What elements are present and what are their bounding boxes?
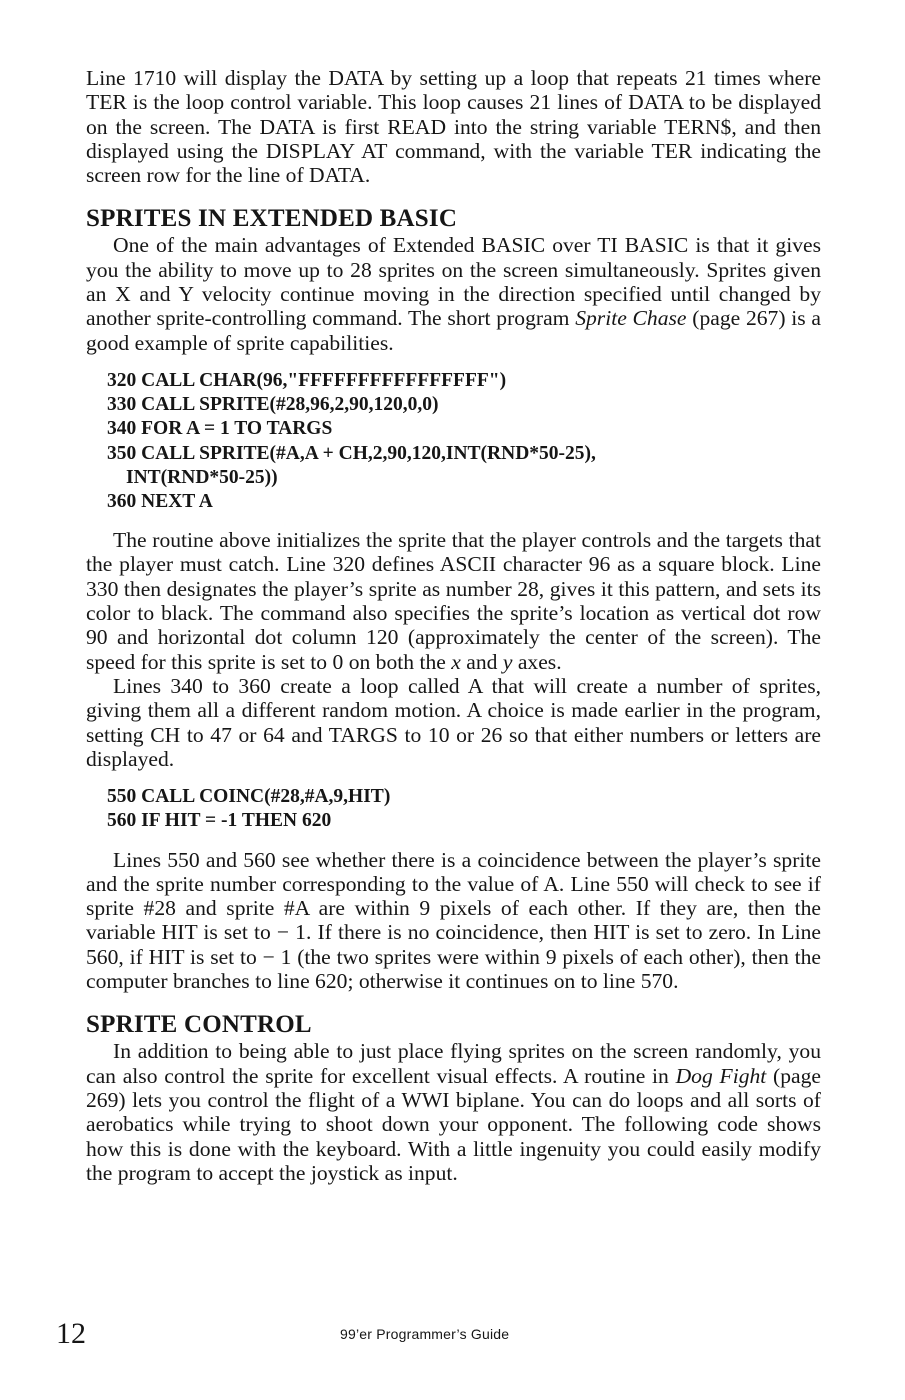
code-line: 350 CALL SPRITE(#A,A + CH,2,90,120,INT(RND*50-25), — [107, 442, 596, 464]
page-number: 12 — [56, 1317, 86, 1350]
code-line: 330 CALL SPRITE(#28,96,2,90,120,0,0) — [107, 394, 439, 416]
code-line-continuation: INT(RND*50-25)) — [126, 466, 278, 488]
routine-explanation-paragraph — [86, 528, 821, 674]
page-content — [86, 66, 821, 1185]
program-title-dog-fight: Dog Fight — [675, 1063, 767, 1088]
code-listing-sprite-setup — [107, 369, 821, 514]
text-run: One of the main advantages of Extended BASIC over TI BASIC is that it gives you the ability to move up to 28 sprites on the screen simultaneously. Sprites given an X and Y velocity continue moving in the direction specified until changed by another sprite-controlling command. The short program — [86, 233, 821, 331]
axis-x-variable: x — [451, 649, 461, 674]
code-line: 320 CALL CHAR(96,"FFFFFFFFFFFFFFFF") — [107, 369, 507, 391]
running-footer-book-title: 99’er Programmer’s Guide — [340, 1326, 510, 1342]
axis-y-variable: y — [502, 649, 513, 674]
text-run: The routine above initializes the sprite that the player controls and the targets that the player must catch. Line 320 defines ASCII character 96 as a square block. Line 330 then designates the player’s sprite as number 28, gives it this pattern, and sets its color to black. The command also specifies the sprite’s location as vertical dot row 90 and horizontal dot column 120 (approximately the center of the screen). The speed for this sprite is set to 0 on both the — [86, 528, 821, 674]
section-heading-sprite-control: SPRITE CONTROL — [86, 1011, 312, 1039]
intro-paragraph: Line 1710 will display the DATA by setting up a loop that repeats 21 times where TER is the loop control variable. This loop causes 21 lines of DATA to be displayed on the screen. The DATA is first READ into the string variable TERN$, and then displayed using the DISPLAY AT command, with the variable TER indicating the screen row for the line of DATA. — [86, 66, 821, 188]
code-line: 340 FOR A = 1 TO TARGS — [107, 418, 333, 440]
text-run: (page 269) lets you control the flight of a WWI biplane. You can do loops and all sorts of aerobatics while trying to shoot down your opponent. The following code shows how this is done with the keyboard. With a little ingenuity you could easily modify the program to accept the joystick as input. — [86, 1063, 821, 1185]
code-line: 550 CALL COINC(#28,#A,9,HIT) — [107, 786, 391, 808]
text-run: In addition to being able to just place flying sprites on the screen randomly, you can also control the sprite for excellent visual effects. A routine in — [86, 1039, 821, 1088]
code-listing-coincidence — [107, 785, 821, 833]
sprites-intro-paragraph — [86, 233, 821, 354]
text-run: (page 267) is a good example of sprite capabilities. — [86, 306, 822, 355]
code-line: 360 NEXT A — [107, 490, 213, 512]
section-heading-sprites-extended-basic: SPRITES IN EXTENDED BASIC — [86, 205, 458, 233]
sprite-control-paragraph — [86, 1039, 821, 1185]
text-run: axes. — [512, 649, 562, 674]
program-title-sprite-chase: Sprite Chase — [575, 306, 687, 331]
loop-explanation-paragraph: Lines 340 to 360 create a loop called A that will create a number of sprites, giving them all a different random motion. A choice is made earlier in the program, setting CH to 47 or 64 and TARGS to 10 or 26 so that either numbers or letters are displayed. — [86, 673, 821, 771]
coincidence-explanation-paragraph: Lines 550 and 560 see whether there is a coincidence between the player’s sprite and the sprite number corresponding to the value of A. Line 550 will check to see if sprite #28 and sprite #A are within 9 pixels of each other. If they are, then the variable HIT is set to − 1. If there is no coincidence, then HIT is set to zero. In Line 560, if HIT is set to − 1 (the two sprites were within 9 pixels of each other), then the computer branches to line 620; otherwise it continues on to line 570. — [86, 847, 821, 994]
text-run: and — [460, 649, 503, 674]
code-line: 560 IF HIT = -1 THEN 620 — [107, 810, 332, 832]
